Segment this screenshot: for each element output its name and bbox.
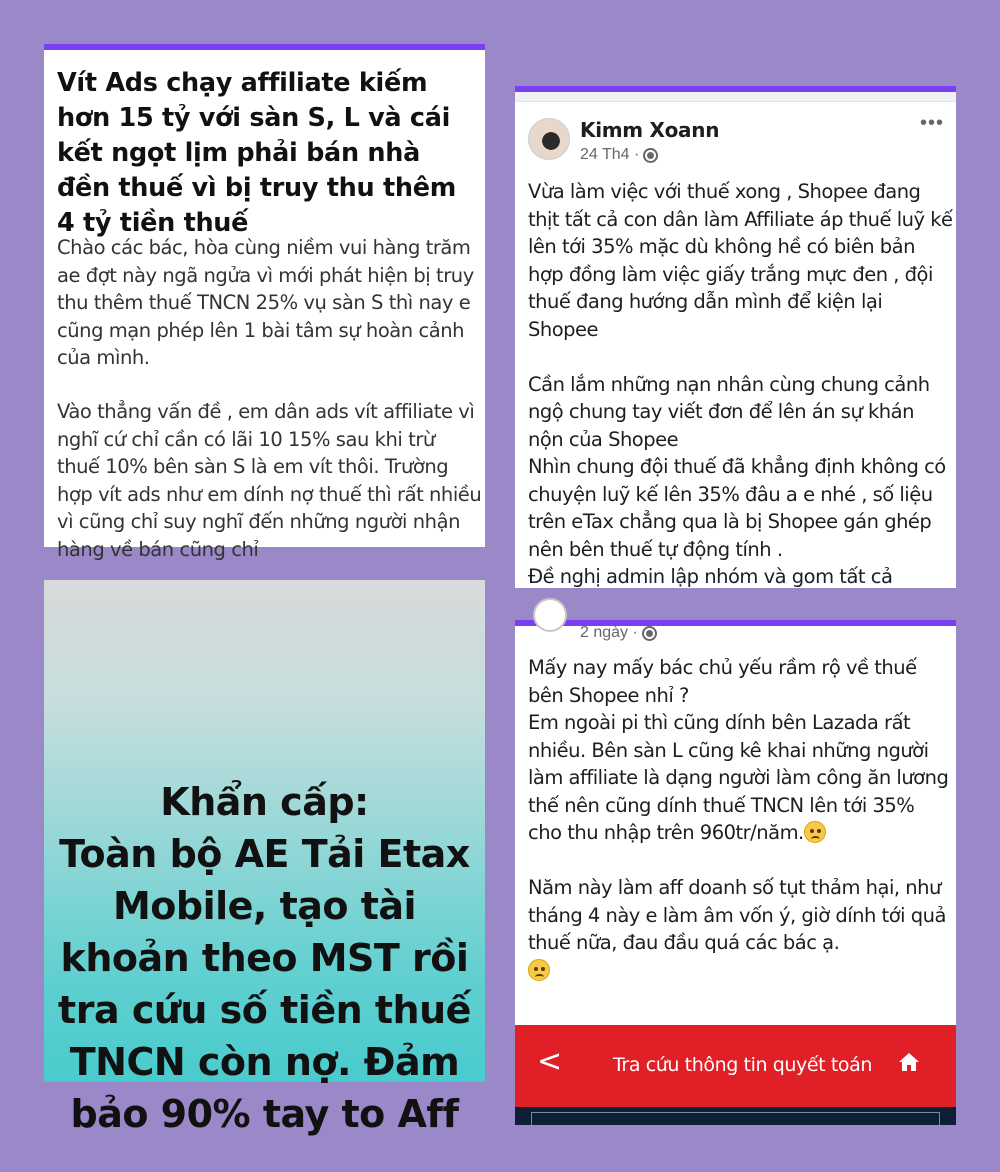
post-meta xyxy=(580,624,657,642)
post-meta xyxy=(580,146,658,164)
facebook-post xyxy=(515,86,956,588)
more-options-icon[interactable]: ••• xyxy=(919,112,944,134)
facebook-post xyxy=(515,620,956,1125)
divider xyxy=(515,92,956,102)
article-title: Vít Ads chạy affiliate kiếm hơn 15 tỷ với sàn S, L và cái kết ngọt lịm phải bán nhà đền thuế vì bị truy thu thêm 4 tỷ tiền thuế xyxy=(57,68,456,238)
post-body xyxy=(528,654,953,984)
post-paragraph: Vừa làm việc với thuế xong , Shopee đang thịt tất cả con dân làm Affiliate áp thuế luỹ kế lên tới 35% mặc dù không hề có biên bản hợp đồng làm việc giấy trắng mực đen , đội thuế đang hướng dẫn mình để kiện lại Shopee xyxy=(528,180,953,341)
article-paragraph: Chào các bác, hòa cùng niềm vui hàng trăm ae đợt này ngã ngửa vì mới phát hiện bị truy thu thêm thuế TNCN 25% vụ sàn S thì nay e cũng mạn phép lên 1 bài tâm sự hoàn cảnh của mình. xyxy=(57,236,474,369)
pleading-face-icon xyxy=(804,821,826,843)
app-header-title: Tra cứu thông tin quyết toán xyxy=(613,1054,873,1076)
globe-icon xyxy=(643,148,658,163)
app-header-bar xyxy=(515,1025,956,1107)
warning-image xyxy=(44,580,485,1136)
post-author[interactable]: Kimm Xoann xyxy=(580,118,720,142)
post-paragraph: Nhìn chung đội thuế đã khẳng định không có chuyện luỹ kế lên 35% đâu a e nhé , số liệu trên eTax chẳng qua là bị Shopee gán ghép nên bên thuế tự động tính . xyxy=(528,455,946,561)
warning-line: khoản theo MST rồi xyxy=(60,936,469,980)
content-frame xyxy=(531,1112,940,1125)
back-arrow-icon[interactable]: < xyxy=(537,1044,563,1079)
post-paragraph: Đề nghị admin lập nhóm và gom tất cả xyxy=(528,565,893,588)
warning-line: Khẩn cấp: xyxy=(160,780,369,824)
frowning-face-icon xyxy=(528,959,550,981)
post-date[interactable]: 2 ngày · xyxy=(580,624,638,641)
post-paragraph xyxy=(528,709,953,847)
post-paragraph xyxy=(528,874,953,984)
post-text: Em ngoài pi thì cũng dính bên Lazada rất nhiều. Bên sàn L cũng kê khai những người làm affiliate là dạng người làm công ăn lương thế nên cũng dính thuế TNCN lên tới 35% cho thu nhập trên 960tr/năm. xyxy=(528,711,949,844)
post-paragraph: Cần lắm những nạn nhân cùng chung cảnh ngộ chung tay viết đơn để lên án sự khán nộn của Shopee xyxy=(528,372,930,451)
post-date[interactable]: 24 Th4 · xyxy=(580,146,640,163)
globe-icon xyxy=(642,626,657,641)
warning-line: Toàn bộ AE Tải Etax xyxy=(59,832,470,876)
app-content-strip xyxy=(515,1107,956,1125)
post-paragraph: Mấy nay mấy bác chủ yếu rầm rộ về thuế bên Shopee nhỉ ? xyxy=(528,656,917,707)
accent-bar xyxy=(44,44,485,50)
warning-line: tra cứu số tiền thuế xyxy=(58,988,471,1032)
home-icon[interactable] xyxy=(898,1052,920,1072)
article-paragraph: Vào thẳng vấn đề , em dân ads vít affiliate vì nghĩ cứ chỉ cần có lãi 10 15% sau khi trừ thuế 10% bên sàn S là em vít thôi. Trường hợp vít ads như em dính nợ thuế thì rất nhiều vì cũng chỉ suy nghĩ đến những người nhận hàng về bán cũng chỉ xyxy=(57,400,482,561)
warning-text xyxy=(44,776,485,1140)
article-card xyxy=(44,44,485,561)
warning-line: TNCN còn nợ. Đảm xyxy=(69,1040,460,1084)
post-text: Năm này làm aff doanh số tụt thảm hại, như tháng 4 này e làm âm vốn ý, giờ dính tới quả thuế nữa, đau đầu quá các bác ạ. xyxy=(528,876,946,954)
post-body xyxy=(528,178,953,591)
avatar[interactable] xyxy=(533,598,567,632)
avatar[interactable] xyxy=(528,118,570,160)
warning-line: bảo 90% tay to Aff xyxy=(70,1092,459,1136)
warning-line: Mobile, tạo tài xyxy=(112,884,417,928)
